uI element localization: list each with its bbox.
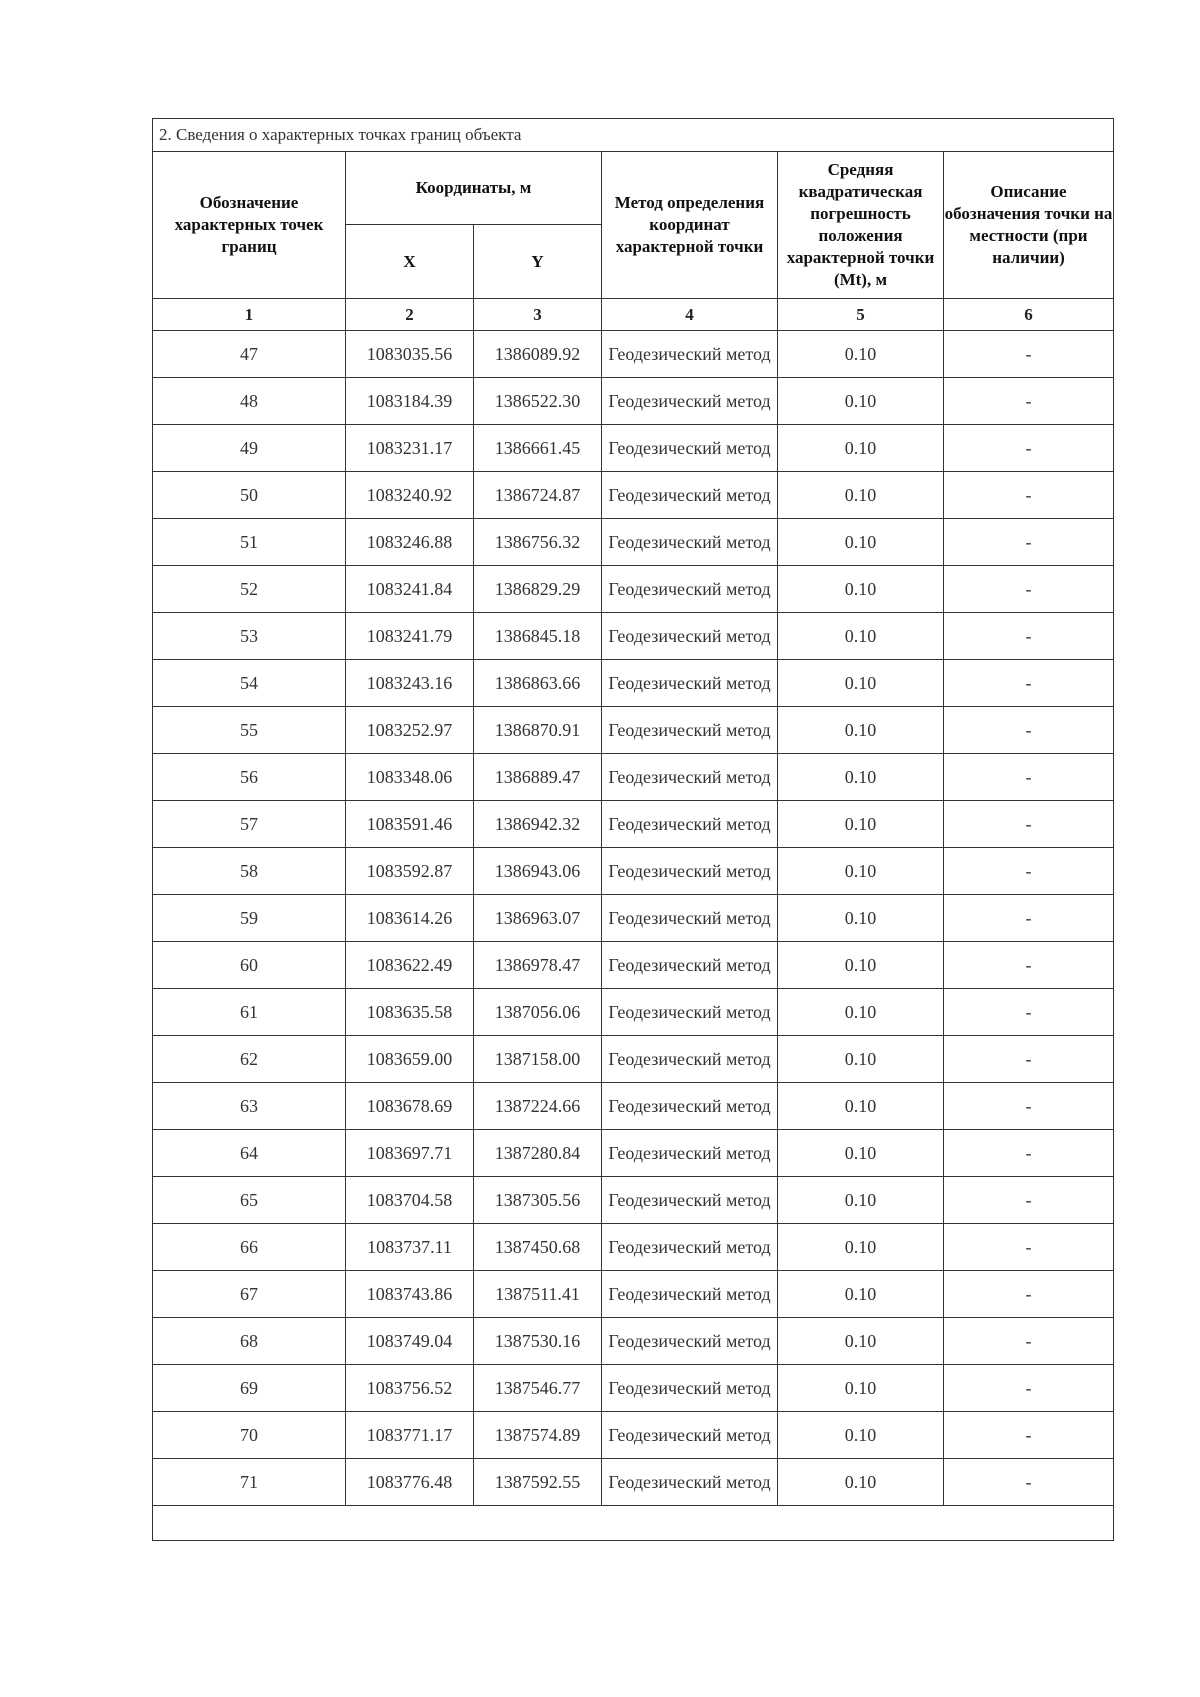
x-coordinate-cell: 1083614.26 (346, 895, 474, 942)
description-cell: - (944, 1318, 1114, 1365)
column-number: 2 (346, 299, 474, 331)
method-cell: Геодезический метод (602, 754, 778, 801)
description-cell: - (944, 425, 1114, 472)
description-cell: - (944, 1083, 1114, 1130)
method-cell: Геодезический метод (602, 613, 778, 660)
y-coordinate-cell: 1386089.92 (474, 331, 602, 378)
table-row (153, 425, 1114, 472)
column-number: 3 (474, 299, 602, 331)
description-cell: - (944, 613, 1114, 660)
table-row (153, 754, 1114, 801)
method-cell: Геодезический метод (602, 378, 778, 425)
point-cell: 63 (153, 1083, 346, 1130)
error-cell: 0.10 (778, 660, 944, 707)
table-row (153, 1459, 1114, 1506)
x-coordinate-cell: 1083240.92 (346, 472, 474, 519)
y-coordinate-cell: 1387546.77 (474, 1365, 602, 1412)
point-cell: 49 (153, 425, 346, 472)
error-cell: 0.10 (778, 1036, 944, 1083)
point-cell: 57 (153, 801, 346, 848)
point-cell: 55 (153, 707, 346, 754)
error-cell: 0.10 (778, 989, 944, 1036)
point-cell: 51 (153, 519, 346, 566)
empty-footer-row (153, 1506, 1114, 1541)
x-coordinate-cell: 1083704.58 (346, 1177, 474, 1224)
method-cell: Геодезический метод (602, 1130, 778, 1177)
y-coordinate-cell: 1386756.32 (474, 519, 602, 566)
method-cell: Геодезический метод (602, 1365, 778, 1412)
point-cell: 66 (153, 1224, 346, 1271)
x-coordinate-cell: 1083231.17 (346, 425, 474, 472)
point-cell: 70 (153, 1412, 346, 1459)
method-cell: Геодезический метод (602, 1083, 778, 1130)
method-cell: Геодезический метод (602, 1318, 778, 1365)
description-cell: - (944, 472, 1114, 519)
error-cell: 0.10 (778, 895, 944, 942)
section-title: 2. Сведения о характерных точках границ объекта (153, 119, 1114, 152)
point-cell: 65 (153, 1177, 346, 1224)
error-cell: 0.10 (778, 1365, 944, 1412)
table-row (153, 1318, 1114, 1365)
description-cell: - (944, 519, 1114, 566)
y-coordinate-cell: 1387511.41 (474, 1271, 602, 1318)
x-coordinate-cell: 1083592.87 (346, 848, 474, 895)
method-cell: Геодезический метод (602, 895, 778, 942)
table-row (153, 1412, 1114, 1459)
point-cell: 52 (153, 566, 346, 613)
method-cell: Геодезический метод (602, 519, 778, 566)
point-cell: 54 (153, 660, 346, 707)
point-cell: 67 (153, 1271, 346, 1318)
description-cell: - (944, 566, 1114, 613)
method-cell: Геодезический метод (602, 1412, 778, 1459)
table-row (153, 660, 1114, 707)
header-point: Обозначение характерных точек границ (153, 152, 346, 299)
error-cell: 0.10 (778, 566, 944, 613)
y-coordinate-cell: 1386889.47 (474, 754, 602, 801)
error-cell: 0.10 (778, 801, 944, 848)
method-cell: Геодезический метод (602, 942, 778, 989)
point-cell: 59 (153, 895, 346, 942)
y-coordinate-cell: 1387450.68 (474, 1224, 602, 1271)
y-coordinate-cell: 1387530.16 (474, 1318, 602, 1365)
description-cell: - (944, 660, 1114, 707)
point-cell: 47 (153, 331, 346, 378)
point-cell: 50 (153, 472, 346, 519)
x-coordinate-cell: 1083622.49 (346, 942, 474, 989)
y-coordinate-cell: 1387592.55 (474, 1459, 602, 1506)
header-method: Метод определения координат характерной точки (602, 152, 778, 299)
y-coordinate-cell: 1387574.89 (474, 1412, 602, 1459)
table-row (153, 331, 1114, 378)
description-cell: - (944, 989, 1114, 1036)
x-coordinate-cell: 1083243.16 (346, 660, 474, 707)
description-cell: - (944, 378, 1114, 425)
y-coordinate-cell: 1386829.29 (474, 566, 602, 613)
x-coordinate-cell: 1083697.71 (346, 1130, 474, 1177)
x-coordinate-cell: 1083659.00 (346, 1036, 474, 1083)
method-cell: Геодезический метод (602, 472, 778, 519)
y-coordinate-cell: 1386522.30 (474, 378, 602, 425)
point-cell: 61 (153, 989, 346, 1036)
method-cell: Геодезический метод (602, 1459, 778, 1506)
error-cell: 0.10 (778, 1130, 944, 1177)
table-row (153, 613, 1114, 660)
table-row (153, 1177, 1114, 1224)
method-cell: Геодезический метод (602, 1177, 778, 1224)
method-cell: Геодезический метод (602, 331, 778, 378)
error-cell: 0.10 (778, 942, 944, 989)
point-cell: 64 (153, 1130, 346, 1177)
x-coordinate-cell: 1083348.06 (346, 754, 474, 801)
point-cell: 69 (153, 1365, 346, 1412)
table-row (153, 566, 1114, 613)
error-cell: 0.10 (778, 613, 944, 660)
x-coordinate-cell: 1083771.17 (346, 1412, 474, 1459)
error-cell: 0.10 (778, 1224, 944, 1271)
y-coordinate-cell: 1386661.45 (474, 425, 602, 472)
description-cell: - (944, 801, 1114, 848)
x-coordinate-cell: 1083252.97 (346, 707, 474, 754)
x-coordinate-cell: 1083749.04 (346, 1318, 474, 1365)
table-row (153, 1036, 1114, 1083)
method-cell: Геодезический метод (602, 660, 778, 707)
method-cell: Геодезический метод (602, 707, 778, 754)
description-cell: - (944, 1130, 1114, 1177)
error-cell: 0.10 (778, 707, 944, 754)
table-row (153, 1130, 1114, 1177)
header-error: Средняя квадратическая погрешность положения характерной точки (Mt), м (778, 152, 944, 299)
point-cell: 62 (153, 1036, 346, 1083)
y-coordinate-cell: 1386870.91 (474, 707, 602, 754)
y-coordinate-cell: 1386978.47 (474, 942, 602, 989)
x-coordinate-cell: 1083241.79 (346, 613, 474, 660)
y-coordinate-cell: 1387280.84 (474, 1130, 602, 1177)
table-row (153, 519, 1114, 566)
header-y: Y (474, 225, 602, 299)
point-cell: 68 (153, 1318, 346, 1365)
column-number: 6 (944, 299, 1114, 331)
error-cell: 0.10 (778, 425, 944, 472)
y-coordinate-cell: 1387158.00 (474, 1036, 602, 1083)
method-cell: Геодезический метод (602, 566, 778, 613)
header-description: Описание обозначения точки на местности (при наличии) (944, 152, 1114, 299)
point-cell: 71 (153, 1459, 346, 1506)
method-cell: Геодезический метод (602, 1036, 778, 1083)
description-cell: - (944, 1177, 1114, 1224)
table-row (153, 1083, 1114, 1130)
column-number-row (153, 299, 1114, 331)
column-number: 4 (602, 299, 778, 331)
method-cell: Геодезический метод (602, 1224, 778, 1271)
x-coordinate-cell: 1083743.86 (346, 1271, 474, 1318)
error-cell: 0.10 (778, 1271, 944, 1318)
method-cell: Геодезический метод (602, 1271, 778, 1318)
error-cell: 0.10 (778, 848, 944, 895)
description-cell: - (944, 331, 1114, 378)
error-cell: 0.10 (778, 754, 944, 801)
error-cell: 0.10 (778, 331, 944, 378)
x-coordinate-cell: 1083635.58 (346, 989, 474, 1036)
method-cell: Геодезический метод (602, 989, 778, 1036)
table-row (153, 942, 1114, 989)
x-coordinate-cell: 1083246.88 (346, 519, 474, 566)
description-cell: - (944, 1365, 1114, 1412)
description-cell: - (944, 754, 1114, 801)
empty-footer-cell (153, 1506, 1114, 1541)
description-cell: - (944, 1412, 1114, 1459)
y-coordinate-cell: 1387224.66 (474, 1083, 602, 1130)
x-coordinate-cell: 1083678.69 (346, 1083, 474, 1130)
column-number: 1 (153, 299, 346, 331)
method-cell: Геодезический метод (602, 425, 778, 472)
boundary-points-table (152, 118, 1114, 1541)
description-cell: - (944, 942, 1114, 989)
point-cell: 58 (153, 848, 346, 895)
table-row (153, 848, 1114, 895)
description-cell: - (944, 1271, 1114, 1318)
point-cell: 53 (153, 613, 346, 660)
x-coordinate-cell: 1083241.84 (346, 566, 474, 613)
error-cell: 0.10 (778, 1177, 944, 1224)
description-cell: - (944, 707, 1114, 754)
table-row (153, 895, 1114, 942)
table-row (153, 1365, 1114, 1412)
y-coordinate-cell: 1387056.06 (474, 989, 602, 1036)
table-row (153, 1224, 1114, 1271)
table-row (153, 989, 1114, 1036)
table-row (153, 1271, 1114, 1318)
y-coordinate-cell: 1387305.56 (474, 1177, 602, 1224)
x-coordinate-cell: 1083184.39 (346, 378, 474, 425)
description-cell: - (944, 1459, 1114, 1506)
point-cell: 60 (153, 942, 346, 989)
x-coordinate-cell: 1083737.11 (346, 1224, 474, 1271)
error-cell: 0.10 (778, 1083, 944, 1130)
table-row (153, 472, 1114, 519)
header-coordinates: Координаты, м (346, 152, 602, 225)
description-cell: - (944, 895, 1114, 942)
x-coordinate-cell: 1083756.52 (346, 1365, 474, 1412)
description-cell: - (944, 848, 1114, 895)
y-coordinate-cell: 1386943.06 (474, 848, 602, 895)
method-cell: Геодезический метод (602, 848, 778, 895)
y-coordinate-cell: 1386863.66 (474, 660, 602, 707)
y-coordinate-cell: 1386845.18 (474, 613, 602, 660)
column-number: 5 (778, 299, 944, 331)
error-cell: 0.10 (778, 472, 944, 519)
method-cell: Геодезический метод (602, 801, 778, 848)
points-sheet (152, 118, 1113, 1541)
error-cell: 0.10 (778, 1318, 944, 1365)
error-cell: 0.10 (778, 1412, 944, 1459)
y-coordinate-cell: 1386724.87 (474, 472, 602, 519)
y-coordinate-cell: 1386963.07 (474, 895, 602, 942)
description-cell: - (944, 1224, 1114, 1271)
point-cell: 56 (153, 754, 346, 801)
header-x: X (346, 225, 474, 299)
x-coordinate-cell: 1083591.46 (346, 801, 474, 848)
table-row (153, 378, 1114, 425)
x-coordinate-cell: 1083776.48 (346, 1459, 474, 1506)
x-coordinate-cell: 1083035.56 (346, 331, 474, 378)
y-coordinate-cell: 1386942.32 (474, 801, 602, 848)
description-cell: - (944, 1036, 1114, 1083)
error-cell: 0.10 (778, 519, 944, 566)
table-row (153, 707, 1114, 754)
error-cell: 0.10 (778, 378, 944, 425)
table-row (153, 801, 1114, 848)
point-cell: 48 (153, 378, 346, 425)
error-cell: 0.10 (778, 1459, 944, 1506)
